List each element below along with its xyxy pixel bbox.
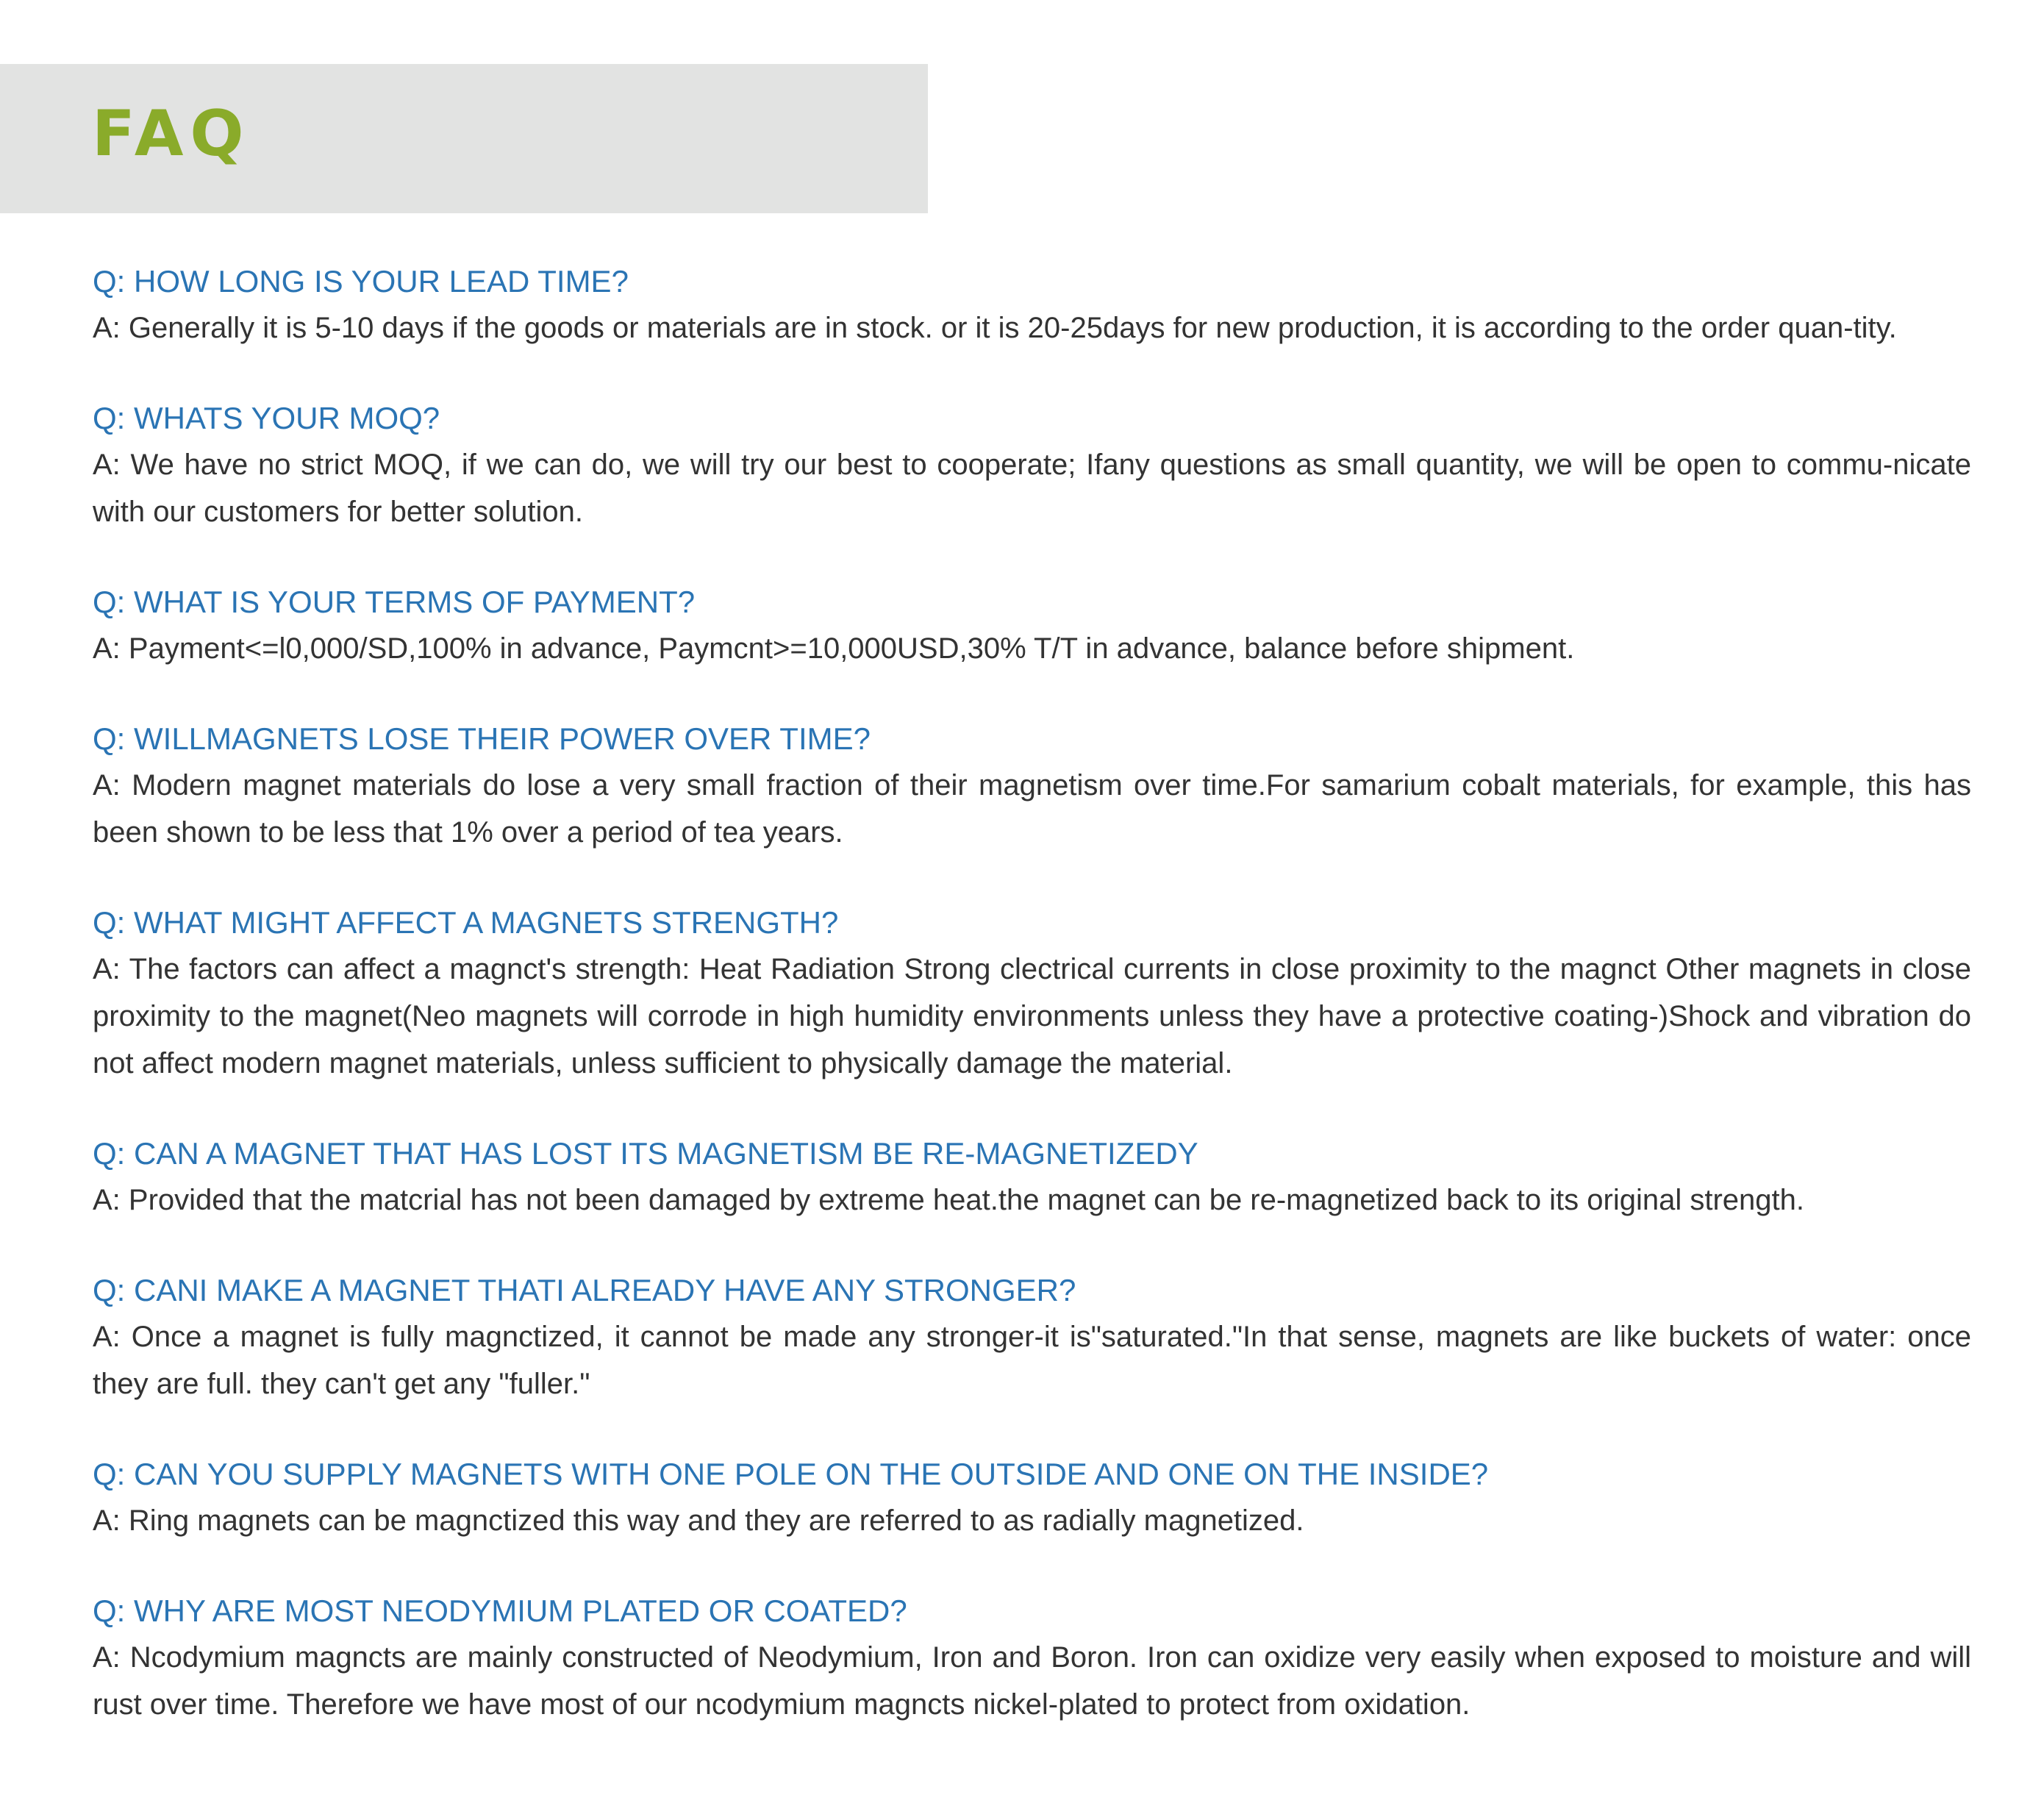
- faq-question: Q: CAN A MAGNET THAT HAS LOST ITS MAGNETISM BE RE-MAGNETIZEDY: [93, 1136, 1198, 1171]
- faq-question: Q: WHAT IS YOUR TERMS OF PAYMENT?: [93, 585, 696, 619]
- faq-question: Q: HOW LONG IS YOUR LEAD TIME?: [93, 264, 629, 299]
- faq-answer: A: Generally it is 5-10 days if the goods or materials are in stock. or it is 20-25days for new production, it is according to the order quan-tity.: [93, 312, 1897, 344]
- faq-question: Q: WHATS YOUR MOQ?: [93, 401, 440, 435]
- faq-answer: A: Payment<=l0,000/SD,100% in advance, Paymcnt>=10,000USD,30% T/T in advance, balance before shipment.: [93, 632, 1575, 665]
- faq-item: [93, 900, 1971, 1087]
- faq-list: [93, 259, 1971, 1772]
- faq-answer: A: Ncodymium magncts are mainly constructed of Neodymium, Iron and Boron. Iron can oxidize very easily when exposed to moisture and will rust over time. Therefore we have most of our ncodymium magncts nickel-plated to protect from oxidation.: [93, 1641, 1971, 1721]
- faq-item: [93, 1452, 1971, 1544]
- faq-item: [93, 1268, 1971, 1407]
- faq-question: Q: CAN YOU SUPPLY MAGNETS WITH ONE POLE ON THE OUTSIDE AND ONE ON THE INSIDE?: [93, 1457, 1489, 1491]
- faq-question: Q: WILLMAGNETS LOSE THEIR POWER OVER TIME?: [93, 721, 871, 756]
- faq-item: [93, 1131, 1971, 1224]
- faq-item: [93, 1588, 1971, 1728]
- faq-answer: A: Provided that the matcrial has not been damaged by extreme heat.the magnet can be re-magnetized back to its original strength.: [93, 1184, 1805, 1216]
- faq-question: Q: CANI MAKE A MAGNET THATI ALREADY HAVE ANY STRONGER?: [93, 1273, 1076, 1307]
- faq-item: [93, 579, 1971, 672]
- faq-answer: A: Ring magnets can be magnctized this way and they are referred to as radially magnetized.: [93, 1504, 1304, 1537]
- faq-answer: A: We have no strict MOQ, if we can do, we will try our best to cooperate; Ifany questions as small quantity, we will be open to commu-nicate with our customers for better solution.: [93, 449, 1971, 528]
- faq-item: [93, 259, 1971, 351]
- faq-answer: A: Modern magnet materials do lose a very small fraction of their magnetism over time.For samarium cobalt materials, for example, this has been shown to be less that 1% over a period of tea years.: [93, 769, 1971, 849]
- page-title: FAQ: [92, 97, 251, 171]
- faq-answer: A: Once a magnet is fully magnctized, it cannot be made any stronger-it is"saturated."In that sense, magnets are like buckets of water: once they are full. they can't get any "fuller.": [93, 1321, 1971, 1400]
- faq-question: Q: WHAT MIGHT AFFECT A MAGNETS STRENGTH?: [93, 905, 839, 940]
- faq-item: [93, 396, 1971, 535]
- faq-answer: A: The factors can affect a magnct's strength: Heat Radiation Strong clectrical currents in close proximity to the magnct Other magnets in close proximity to the magnet(Neo magnets will corrode in high humidity environments unless they have a protective coating-)Shock and vibration do not affect modern magnet materials, unless sufficient to physically damage the material.: [93, 953, 1971, 1079]
- faq-item: [93, 716, 1971, 856]
- faq-question: Q: WHY ARE MOST NEODYMIUM PLATED OR COATED?: [93, 1593, 907, 1628]
